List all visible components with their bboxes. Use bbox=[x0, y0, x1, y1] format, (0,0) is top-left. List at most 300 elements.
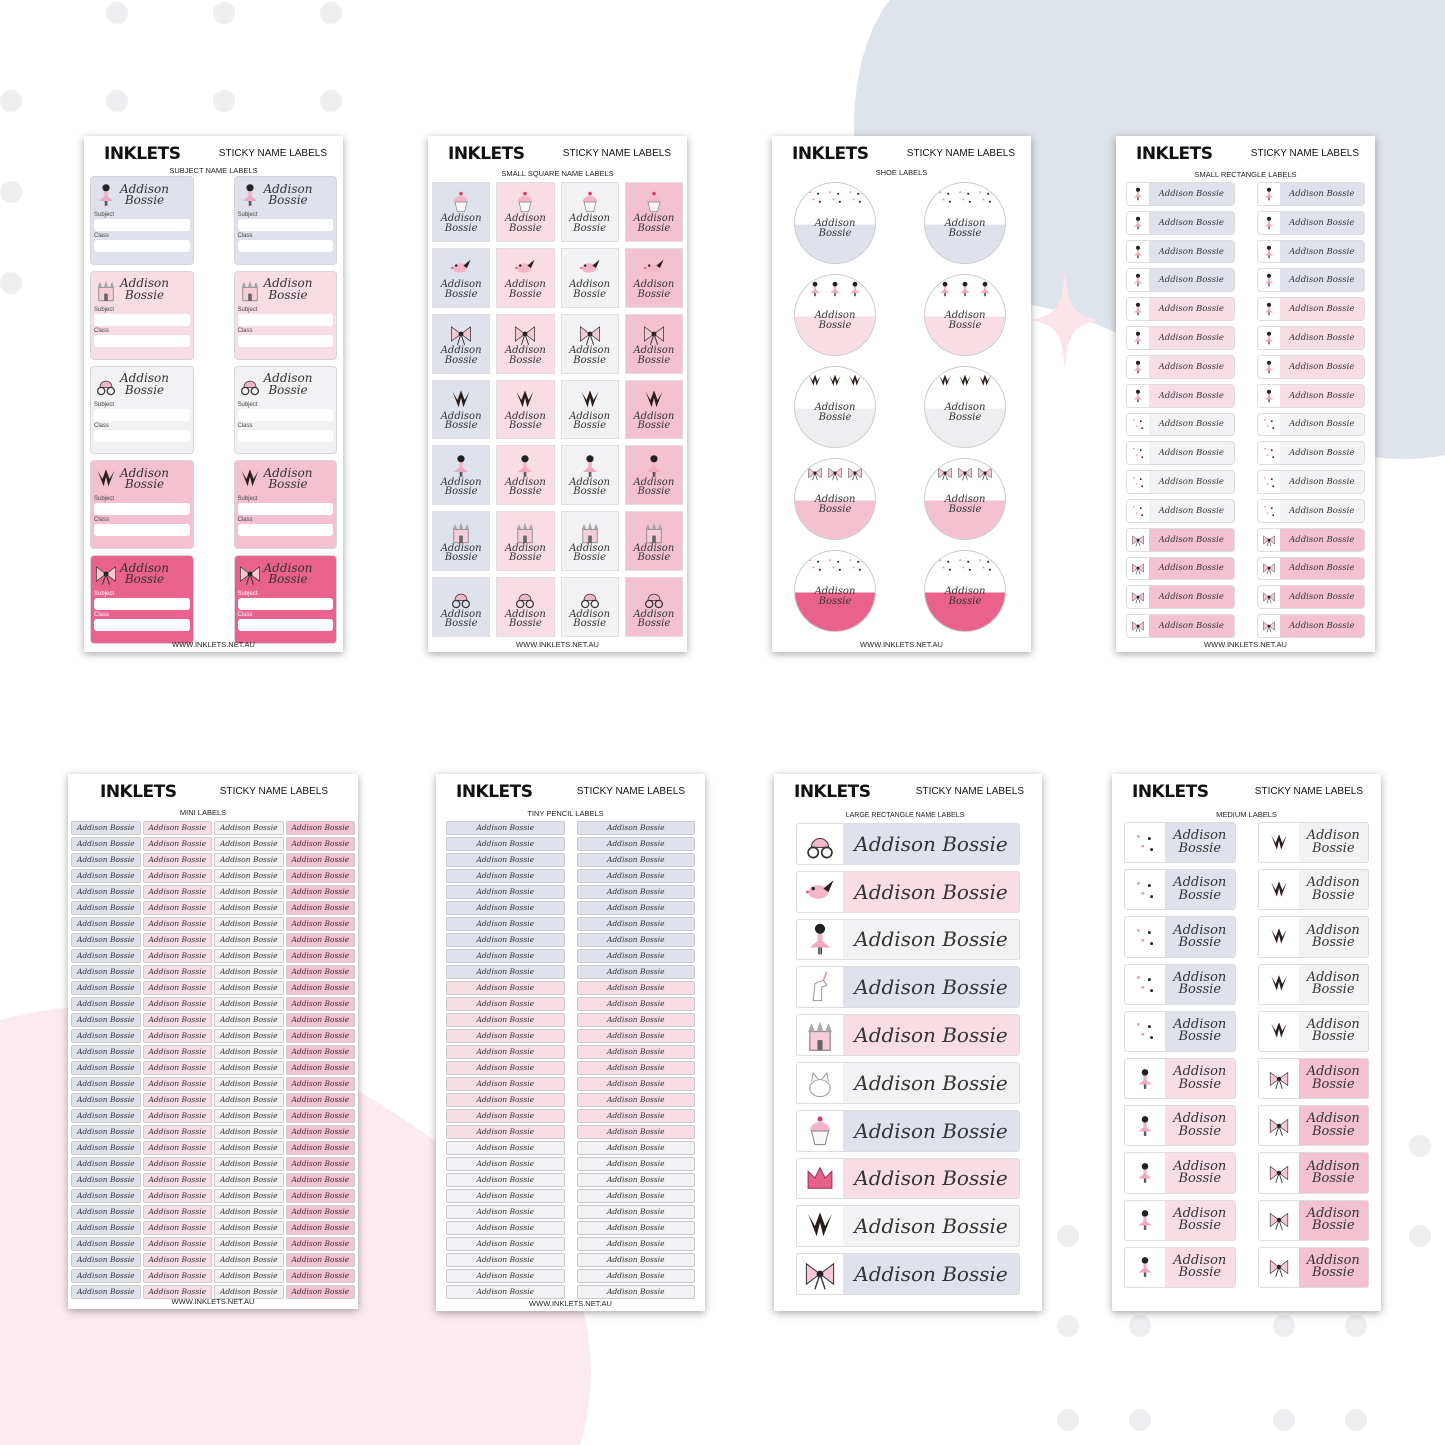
label-first-name: Addison bbox=[1173, 828, 1227, 844]
carriage-icon bbox=[642, 586, 666, 610]
label-name-text: Addison Bossie bbox=[1158, 505, 1224, 516]
label-name-text bbox=[633, 610, 674, 629]
label-first-name: Addison bbox=[1306, 875, 1360, 891]
pattern-icon bbox=[1262, 504, 1276, 518]
field-box bbox=[94, 219, 190, 231]
pencil-label: Addison Bossie bbox=[446, 869, 565, 883]
label-name-text bbox=[264, 373, 313, 396]
small-rectangle-label bbox=[1257, 355, 1366, 379]
pattern-icon bbox=[1134, 926, 1156, 948]
pencil-label: Addison Bossie bbox=[577, 1109, 696, 1123]
mini-label: Addison Bossie bbox=[143, 837, 213, 851]
field-box bbox=[238, 503, 334, 515]
background-dot bbox=[213, 90, 235, 112]
mini-label: Addison Bossie bbox=[71, 901, 141, 915]
sheet-title: STICKY NAME LABELS bbox=[1250, 148, 1359, 159]
bow-icon bbox=[94, 562, 118, 586]
mini-label: Addison Bossie bbox=[286, 1013, 356, 1027]
subject-label-header bbox=[94, 559, 190, 589]
pencil-label: Addison Bossie bbox=[577, 981, 696, 995]
medium-label bbox=[1258, 1011, 1370, 1052]
mini-label: Addison Bossie bbox=[214, 1077, 284, 1091]
label-name-text bbox=[264, 278, 313, 301]
bow-icon bbox=[1262, 619, 1276, 633]
label-first-name: Addison bbox=[263, 465, 313, 480]
label-last-name: Bossie bbox=[637, 222, 671, 234]
mini-label: Addison Bossie bbox=[71, 869, 141, 883]
label-name-text bbox=[505, 478, 546, 497]
label-first-name: Addison bbox=[1306, 1017, 1360, 1033]
label-icon-box bbox=[1127, 298, 1149, 320]
mini-label: Addison Bossie bbox=[214, 1237, 284, 1251]
label-name-text bbox=[569, 544, 610, 563]
label-first-name: Addison bbox=[1306, 1253, 1360, 1269]
field-label: Class bbox=[94, 612, 110, 619]
pencil-label: Addison Bossie bbox=[446, 1237, 565, 1251]
bow-icon bbox=[513, 322, 537, 346]
label-icon-box bbox=[797, 1159, 843, 1199]
pencil-label: Addison Bossie bbox=[577, 997, 696, 1011]
label-name-text: Addison Bossie bbox=[1158, 188, 1224, 199]
background-dot bbox=[320, 2, 342, 24]
label-first-name: Addison bbox=[814, 494, 856, 505]
mini-label: Addison Bossie bbox=[143, 917, 213, 931]
label-first-name: Addison bbox=[1173, 875, 1227, 891]
label-name-text bbox=[1165, 1205, 1235, 1234]
shoe-label-pattern bbox=[807, 373, 863, 389]
label-name-text bbox=[441, 610, 482, 629]
sheet-title: STICKY NAME LABELS bbox=[562, 148, 671, 159]
field-label: Class bbox=[94, 233, 110, 239]
field-label: Subject bbox=[237, 591, 258, 598]
label-icon-box bbox=[797, 1063, 843, 1103]
label-icon-box bbox=[1258, 442, 1280, 464]
label-name-text: Addison Bossie bbox=[1289, 477, 1355, 488]
cupcake-icon bbox=[642, 190, 666, 214]
mini-label: Addison Bossie bbox=[214, 965, 284, 979]
ballerina-icon bbox=[1262, 216, 1276, 230]
crown-icon bbox=[578, 388, 602, 412]
ballerina-icon bbox=[957, 281, 973, 297]
ballerina-icon bbox=[1262, 389, 1276, 403]
ballerina-icon bbox=[1131, 360, 1145, 374]
small-rectangle-label bbox=[1126, 470, 1235, 494]
crown-icon bbox=[827, 373, 843, 389]
mini-label: Addison Bossie bbox=[71, 885, 141, 899]
small-rectangle-label bbox=[1126, 297, 1235, 321]
mini-label: Addison Bossie bbox=[286, 901, 356, 915]
bow-icon bbox=[1131, 561, 1145, 575]
castle-icon bbox=[449, 520, 473, 544]
label-last-name: Bossie bbox=[1178, 1029, 1222, 1045]
pencil-label: Addison Bossie bbox=[446, 1061, 565, 1075]
crown-icon bbox=[803, 1209, 837, 1243]
mini-label: Addison Bossie bbox=[214, 1141, 284, 1155]
mini-label: Addison Bossie bbox=[214, 917, 284, 931]
small-rectangle-label bbox=[1126, 240, 1235, 264]
background-dot bbox=[106, 90, 128, 112]
mini-label: Addison Bossie bbox=[286, 1253, 356, 1267]
pencil-label: Addison Bossie bbox=[577, 1125, 696, 1139]
pencil-label: Addison Bossie bbox=[577, 1061, 696, 1075]
label-icon-box bbox=[1127, 558, 1149, 580]
mini-label: Addison Bossie bbox=[286, 1285, 356, 1299]
label-name-text: Addison Bossie bbox=[1158, 361, 1224, 372]
mini-label: Addison Bossie bbox=[143, 1157, 213, 1171]
label-first-name: Addison bbox=[944, 310, 986, 321]
shoe-label-pattern bbox=[937, 465, 993, 481]
label-icon-box bbox=[1259, 1106, 1299, 1145]
label-icon-box bbox=[797, 920, 843, 960]
pencil-label-grid bbox=[446, 821, 695, 1296]
bow-icon bbox=[1262, 533, 1276, 547]
mini-label: Addison Bossie bbox=[71, 821, 141, 835]
mini-label: Addison Bossie bbox=[143, 1285, 213, 1299]
small-rectangle-label bbox=[1126, 211, 1235, 235]
mini-label: Addison Bossie bbox=[214, 1173, 284, 1187]
label-name-text: Addison Bossie bbox=[1289, 188, 1355, 199]
label-first-name: Addison bbox=[814, 586, 856, 597]
ballerina-icon bbox=[578, 454, 602, 478]
crown-icon bbox=[847, 373, 863, 389]
inklets-logo: INKLETS bbox=[1136, 144, 1213, 164]
bird-icon bbox=[642, 256, 666, 280]
pencil-label: Addison Bossie bbox=[446, 1269, 565, 1283]
label-first-name: Addison bbox=[1173, 1253, 1227, 1269]
mini-label: Addison Bossie bbox=[143, 949, 213, 963]
label-icon-box bbox=[1259, 823, 1299, 862]
mini-label: Addison Bossie bbox=[286, 1269, 356, 1283]
background-dot bbox=[213, 2, 235, 24]
small-rectangle-label bbox=[1257, 614, 1366, 638]
label-name-text: Addison Bossie bbox=[854, 1214, 1008, 1239]
label-last-name: Bossie bbox=[573, 552, 606, 564]
label-icon-box bbox=[1259, 1201, 1299, 1240]
large-rectangle-label bbox=[796, 871, 1020, 913]
ballerina-icon bbox=[827, 281, 843, 297]
background-dot bbox=[1057, 1315, 1079, 1337]
mini-label: Addison Bossie bbox=[214, 981, 284, 995]
field-box bbox=[94, 619, 190, 631]
crown-icon bbox=[238, 467, 262, 491]
medium-label bbox=[1124, 1200, 1236, 1241]
field-box bbox=[94, 430, 190, 442]
small-rectangle-label bbox=[1257, 211, 1366, 235]
square-label bbox=[496, 511, 554, 571]
label-name-text: Addison Bossie bbox=[1158, 621, 1224, 632]
label-name-text bbox=[815, 311, 856, 330]
square-label bbox=[432, 577, 490, 637]
small-rectangle-label bbox=[1126, 557, 1235, 581]
label-icon-box bbox=[1259, 965, 1299, 1004]
bow-icon bbox=[977, 465, 993, 481]
pattern-icon bbox=[1131, 504, 1145, 518]
label-name-text bbox=[441, 412, 482, 431]
label-name-text: Addison Bossie bbox=[1289, 592, 1355, 603]
label-last-name: Bossie bbox=[508, 420, 542, 432]
mini-label: Addison Bossie bbox=[286, 917, 356, 931]
crown-icon bbox=[937, 373, 953, 389]
mini-label: Addison Bossie bbox=[143, 1093, 213, 1107]
shoe-label-pattern bbox=[937, 281, 993, 297]
label-first-name: Addison bbox=[1173, 969, 1227, 985]
label-last-name: Bossie bbox=[444, 486, 478, 498]
label-icon-box bbox=[1258, 414, 1280, 436]
label-first-name: Addison bbox=[944, 402, 986, 413]
medium-label bbox=[1124, 964, 1236, 1005]
bow-icon bbox=[1131, 590, 1145, 604]
sheet-subtitle: SMALL SQUARE NAME LABELS bbox=[501, 169, 614, 178]
label-first-name: Addison bbox=[263, 371, 313, 386]
label-icon-box bbox=[1258, 500, 1280, 522]
label-first-name: Addison bbox=[1306, 1064, 1360, 1080]
label-first-name: Addison bbox=[120, 371, 169, 386]
subject-label-grid bbox=[90, 176, 337, 644]
ballerina-icon bbox=[1134, 1162, 1156, 1184]
label-last-name: Bossie bbox=[637, 552, 671, 564]
label-first-name: Addison bbox=[1306, 969, 1360, 985]
label-last-name: Bossie bbox=[573, 420, 606, 432]
label-first-name: Addison bbox=[440, 476, 482, 488]
square-label bbox=[625, 248, 683, 308]
mini-label: Addison Bossie bbox=[143, 1045, 213, 1059]
label-name-text bbox=[1165, 969, 1235, 998]
pencil-label: Addison Bossie bbox=[577, 821, 696, 835]
pencil-label: Addison Bossie bbox=[577, 1285, 696, 1299]
label-name-text bbox=[1299, 1255, 1369, 1280]
mini-label: Addison Bossie bbox=[286, 1109, 356, 1123]
pencil-label: Addison Bossie bbox=[446, 1093, 565, 1107]
label-icon-box bbox=[1125, 1059, 1165, 1098]
pencil-label: Addison Bossie bbox=[446, 1077, 565, 1091]
label-first-name: Addison bbox=[569, 476, 611, 488]
square-label bbox=[625, 380, 683, 440]
label-last-name: Bossie bbox=[508, 618, 542, 630]
label-last-name: Bossie bbox=[268, 477, 308, 492]
label-name-text bbox=[569, 346, 610, 365]
pattern-icon bbox=[847, 557, 863, 573]
mini-label: Addison Bossie bbox=[71, 1061, 141, 1075]
pattern-icon bbox=[1134, 973, 1156, 995]
label-first-name: Addison bbox=[440, 279, 482, 291]
sheet-footer-url: WWW.INKLETS.NET.AU bbox=[1204, 640, 1287, 649]
carriage-icon bbox=[578, 586, 602, 610]
label-icon-box bbox=[797, 1111, 843, 1151]
small-rectangle-label bbox=[1257, 268, 1366, 292]
medium-label bbox=[1258, 1105, 1370, 1146]
castle-icon bbox=[803, 1018, 837, 1052]
pencil-label: Addison Bossie bbox=[446, 933, 565, 947]
label-last-name: Bossie bbox=[948, 227, 982, 239]
label-icon-box bbox=[1258, 212, 1280, 234]
mini-label: Addison Bossie bbox=[143, 1253, 213, 1267]
mini-label: Addison Bossie bbox=[71, 1013, 141, 1027]
label-icon-box bbox=[1258, 586, 1280, 608]
carriage-icon bbox=[449, 586, 473, 610]
small-rectangle-label bbox=[1126, 268, 1235, 292]
square-label bbox=[625, 511, 683, 571]
subject-label bbox=[90, 176, 194, 265]
unicorn-icon bbox=[803, 970, 837, 1004]
inklets-logo: INKLETS bbox=[456, 782, 533, 802]
label-name-text bbox=[120, 560, 169, 587]
shoe-label-pattern bbox=[807, 281, 863, 297]
crown-icon bbox=[642, 388, 666, 412]
label-icon-box bbox=[1258, 356, 1280, 378]
label-first-name: Addison bbox=[814, 310, 856, 321]
mini-label: Addison Bossie bbox=[286, 1061, 356, 1075]
label-first-name: Addison bbox=[944, 494, 986, 505]
subject-label bbox=[234, 555, 338, 644]
pattern-icon bbox=[1134, 832, 1156, 854]
carriage-icon bbox=[238, 373, 262, 397]
label-last-name: Bossie bbox=[948, 411, 982, 423]
label-name-text: Addison Bossie bbox=[1158, 477, 1224, 488]
mini-label: Addison Bossie bbox=[286, 1221, 356, 1235]
mini-label: Addison Bossie bbox=[286, 997, 356, 1011]
label-last-name: Bossie bbox=[444, 552, 478, 564]
label-icon-box bbox=[1258, 183, 1280, 205]
label-name-text: Addison Bossie bbox=[1289, 390, 1355, 401]
sheet-title: STICKY NAME LABELS bbox=[218, 148, 327, 159]
label-name-text bbox=[441, 214, 482, 233]
mini-label: Addison Bossie bbox=[286, 853, 356, 867]
label-first-name: Addison bbox=[120, 465, 169, 480]
pencil-label: Addison Bossie bbox=[577, 1029, 696, 1043]
small-rectangle-label bbox=[1126, 182, 1235, 206]
shoe-label-pattern bbox=[937, 557, 993, 573]
ballerina-icon bbox=[1262, 331, 1276, 345]
mini-label: Addison Bossie bbox=[71, 1269, 141, 1283]
label-last-name: Bossie bbox=[573, 288, 606, 300]
pattern-icon bbox=[1131, 446, 1145, 460]
crown-icon bbox=[449, 388, 473, 412]
shoe-label-pattern bbox=[937, 373, 993, 389]
field-label: Class bbox=[94, 517, 110, 524]
label-last-name: Bossie bbox=[637, 354, 671, 366]
bow-icon bbox=[1262, 561, 1276, 575]
mini-label: Addison Bossie bbox=[214, 1061, 284, 1075]
sheet-title: STICKY NAME LABELS bbox=[219, 786, 328, 797]
label-name-text bbox=[441, 544, 482, 563]
label-name-text bbox=[1299, 1019, 1369, 1044]
mini-label: Addison Bossie bbox=[143, 1205, 213, 1219]
mini-label: Addison Bossie bbox=[71, 1157, 141, 1171]
bow-icon bbox=[1268, 1209, 1290, 1231]
square-label bbox=[561, 577, 619, 637]
mini-label: Addison Bossie bbox=[143, 1077, 213, 1091]
mini-label: Addison Bossie bbox=[143, 981, 213, 995]
castle-icon bbox=[642, 520, 666, 544]
field-label: Subject bbox=[237, 496, 258, 503]
label-first-name: Addison bbox=[504, 608, 546, 620]
small-rectangle-label bbox=[1126, 413, 1235, 437]
ballerina-icon bbox=[847, 281, 863, 297]
bow-icon bbox=[1262, 590, 1276, 604]
label-name-text: Addison Bossie bbox=[1158, 332, 1224, 343]
mini-label: Addison Bossie bbox=[214, 1269, 284, 1283]
label-last-name: Bossie bbox=[818, 411, 852, 423]
field-box bbox=[238, 219, 334, 231]
mini-label: Addison Bossie bbox=[71, 853, 141, 867]
bow-icon bbox=[1268, 1068, 1290, 1090]
square-label bbox=[496, 314, 554, 374]
sheet-footer-url: WWW.INKLETS.NET.AU bbox=[860, 640, 943, 649]
label-last-name: Bossie bbox=[444, 618, 478, 630]
pencil-label: Addison Bossie bbox=[577, 869, 696, 883]
pencil-label: Addison Bossie bbox=[446, 949, 565, 963]
label-first-name: Addison bbox=[120, 181, 169, 196]
small-rectangle-label bbox=[1126, 384, 1235, 408]
field-label: Subject bbox=[237, 401, 258, 408]
ballerina-icon bbox=[94, 183, 118, 207]
label-name-text bbox=[945, 495, 986, 514]
field-label: Class bbox=[237, 327, 253, 334]
pencil-label: Addison Bossie bbox=[446, 1253, 565, 1267]
square-label bbox=[561, 511, 619, 571]
label-icon-box bbox=[797, 872, 843, 912]
field-label: Subject bbox=[94, 306, 115, 313]
sheet-large-rectangle-labels bbox=[774, 774, 1042, 1311]
ballerina-icon bbox=[1134, 1068, 1156, 1090]
label-last-name: Bossie bbox=[1311, 1218, 1355, 1234]
mini-label: Addison Bossie bbox=[214, 1029, 284, 1043]
crown-icon bbox=[1268, 879, 1290, 901]
pencil-label: Addison Bossie bbox=[446, 997, 565, 1011]
shoe-label-circle bbox=[924, 550, 1006, 632]
label-icon-box bbox=[1258, 558, 1280, 580]
label-first-name: Addison bbox=[569, 213, 611, 225]
label-last-name: Bossie bbox=[444, 354, 478, 366]
label-name-text: Addison Bossie bbox=[1289, 246, 1355, 257]
label-icon-box bbox=[1259, 1153, 1299, 1192]
mini-label: Addison Bossie bbox=[286, 1077, 356, 1091]
sheet-footer-url: WWW.INKLETS.NET.AU bbox=[171, 1297, 255, 1306]
mini-label: Addison Bossie bbox=[71, 949, 141, 963]
label-name-text: Addison Bossie bbox=[1289, 505, 1355, 516]
mini-label: Addison Bossie bbox=[143, 1221, 213, 1235]
label-name-text bbox=[569, 610, 610, 629]
field-box bbox=[94, 598, 190, 610]
label-last-name: Bossie bbox=[573, 354, 606, 366]
mini-label: Addison Bossie bbox=[214, 933, 284, 947]
small-rectangle-label bbox=[1257, 384, 1366, 408]
label-name-text bbox=[1299, 1158, 1369, 1186]
mini-label: Addison Bossie bbox=[214, 837, 284, 851]
small-rectangle-label bbox=[1257, 297, 1366, 321]
label-icon-box bbox=[1258, 615, 1280, 637]
label-name-text bbox=[569, 478, 610, 497]
small-rectangle-label bbox=[1257, 240, 1366, 264]
bird-icon bbox=[449, 256, 473, 280]
label-icon-box bbox=[1258, 529, 1280, 551]
mini-label: Addison Bossie bbox=[214, 1205, 284, 1219]
large-rectangle-label bbox=[796, 1014, 1020, 1056]
subject-label-header bbox=[238, 559, 334, 589]
label-icon-box bbox=[1125, 1106, 1165, 1145]
sheet-title: STICKY NAME LABELS bbox=[576, 786, 685, 797]
label-icon-box bbox=[1258, 269, 1280, 291]
shoe-label-circle bbox=[794, 458, 876, 540]
square-label bbox=[625, 314, 683, 374]
ballerina-icon bbox=[238, 183, 262, 207]
mini-label: Addison Bossie bbox=[71, 1045, 141, 1059]
pencil-label: Addison Bossie bbox=[577, 949, 696, 963]
pencil-label: Addison Bossie bbox=[577, 1013, 696, 1027]
square-label bbox=[561, 380, 619, 440]
ballerina-icon bbox=[642, 454, 666, 478]
label-name-text: Addison Bossie bbox=[854, 975, 1008, 1000]
